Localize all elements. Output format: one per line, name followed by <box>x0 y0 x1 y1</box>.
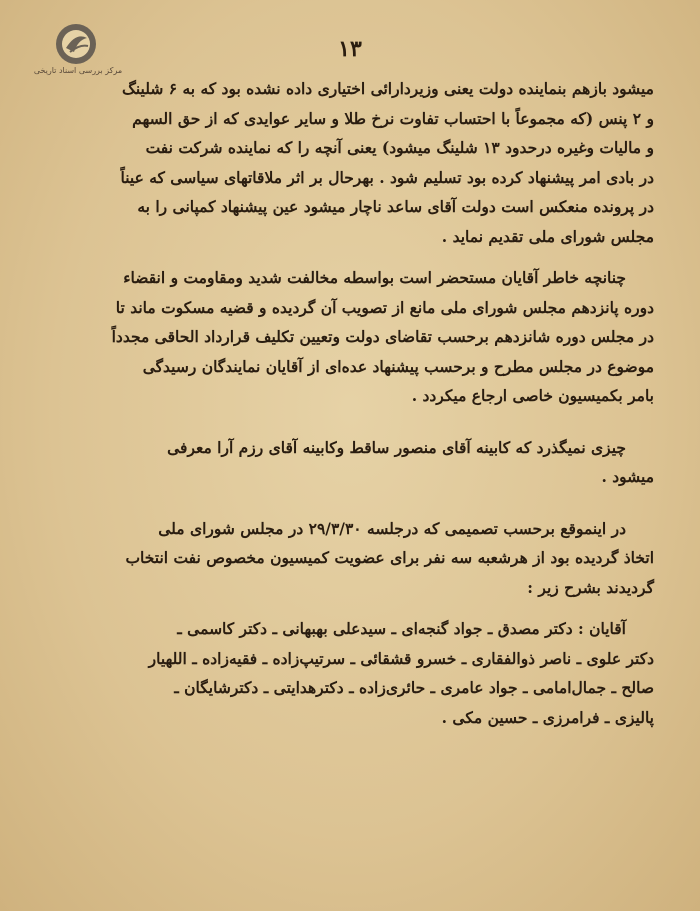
page-number: ۱۳ <box>338 36 362 62</box>
paragraph <box>42 514 654 603</box>
page-body <box>42 74 654 732</box>
text-line: چنانچه خاطر آقایان مستحضر است بواسطه مخالفت شدید ومقاومت و انقضاء <box>123 268 626 287</box>
text-line: در مجلس دوره شانزدهم برحسب تقاضای دولت وتعیین تکلیف قرارداد الحاقی مجدداً <box>111 327 654 346</box>
paragraph <box>42 263 654 411</box>
text-line: مجلس شورای ملی تقدیم نماید . <box>441 226 654 246</box>
text-line: در بادی امر پیشنهاد کرده بود تسلیم شود . بهرحال بر اثر ملاقاتهای سیاسی که عیناً <box>120 167 654 187</box>
text-line: آقایان : دکتر مصدق ـ جواد گنجه‌ای ـ سیدعلی بهبهانی ـ دکتر کاسمی ـ <box>177 619 626 638</box>
text-line: موضوع در مجلس مطرح و برحسب پیشنهاد عده‌ای از آقایان نمایندگان رسیدگی <box>142 356 654 376</box>
text-line: دوره پانزدهم مجلس شورای ملی مانع از تصویب آن گردیده و قضیه مسکوت ماند تا <box>115 297 654 317</box>
text-line: اتخاذ گردیده بود از هرشعبه سه نفر برای عضویت کمیسیون مخصوص نفت انتخاب <box>125 548 654 567</box>
text-line: بامر بکمیسیون خاصی ارجاع میکردد . <box>411 386 654 405</box>
archive-logo-caption: مرکز بررسی اسناد تاریخی <box>33 66 123 75</box>
text-line: گردیدند بشرح زیر : <box>527 577 654 597</box>
text-line: دکتر علوی ـ ناصر ذوالفقاری ـ خسرو قشقائی ـ سرتیپ‌زاده ـ فقیه‌زاده ـ اللهیار <box>148 648 654 668</box>
paragraph <box>42 614 654 732</box>
paragraph <box>42 433 654 492</box>
text-line: و مالیات وغیره درحدود ۱۳ شلینگ میشود) یعنی آنچه را که نماینده شرکت نفت <box>145 138 654 157</box>
text-line: پالیزی ـ فرامرزی ـ حسین مکی . <box>441 707 654 727</box>
text-line: در اینموقع برحسب تصمیمی که درجلسه ۲۹/۳/۳۰ در مجلس شورای ملی <box>158 518 626 538</box>
text-line: صالح ـ جمال‌امامی ـ جواد عامری ـ حائری‌زاده ـ دکترهدایتی ـ دکترشایگان ـ <box>174 678 654 697</box>
text-line: میشود . <box>601 467 654 486</box>
text-line: چیزی نمیگذرد که کابینه آقای منصور ساقط وکابینه آقای رزم آرا معرفی <box>167 437 626 457</box>
text-line: میشود بازهم بنماینده دولت یعنی وزیردارائی اختیاری داده نشده بود که به ۶ شلینگ <box>121 79 654 98</box>
paragraph <box>42 74 654 251</box>
text-line: و ۲ پنس (که مجموعاً با احتساب تفاوت نرخ طلا و سایر عوایدی که از حق السهم <box>132 108 654 128</box>
text-line: در پرونده منعکس است دولت آقای ساعد ناچار میشود عین پیشنهاد کمپانی را به <box>137 197 654 216</box>
